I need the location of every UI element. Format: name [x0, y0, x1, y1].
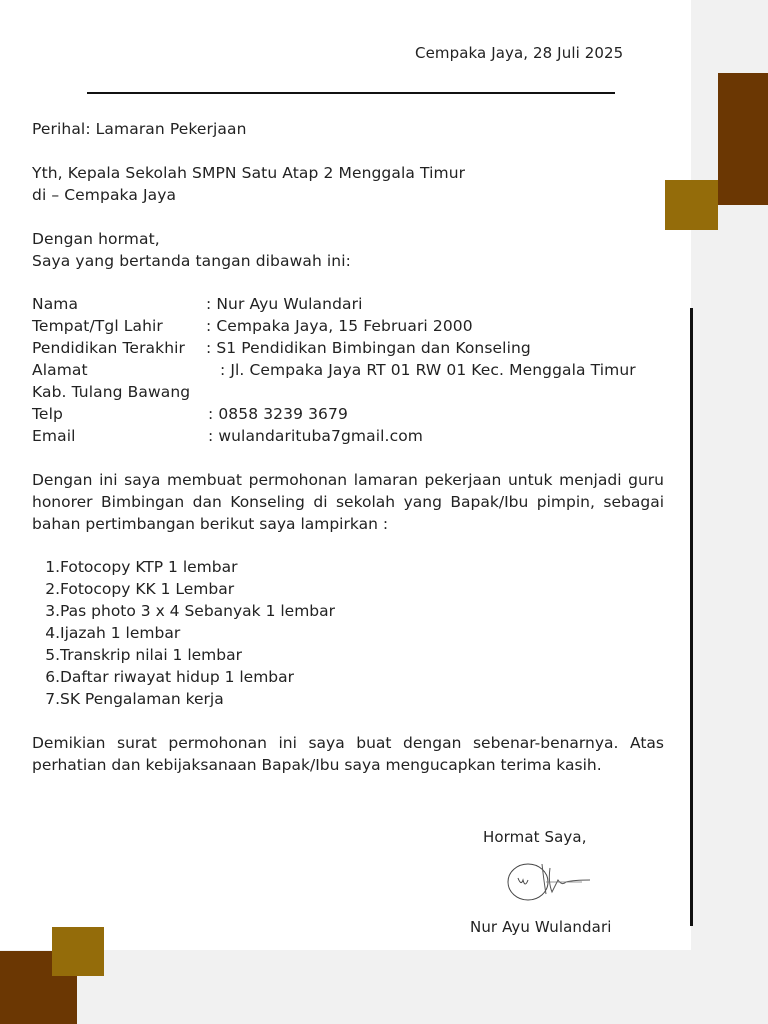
attachment-list	[32, 556, 335, 710]
attachment-text: Ijazah 1 lembar	[60, 624, 181, 642]
decor-square-top-right-small	[665, 180, 718, 230]
field-label-name: Nama	[32, 295, 79, 313]
recipient-line-2: di – Cempaka Jaya	[32, 186, 177, 204]
field-address-continuation: Kab. Tulang Bawang	[32, 383, 191, 401]
attachment-text: Pas photo 3 x 4 Sebanyak 1 lembar	[60, 602, 336, 620]
attachment-item	[32, 578, 335, 600]
field-value-phone: : 0858 3239 3679	[208, 405, 348, 423]
attachment-item	[32, 688, 335, 710]
field-label-email: Email	[32, 427, 76, 445]
field-label-phone: Telp	[32, 405, 63, 423]
attachment-item	[32, 556, 335, 578]
attachment-item	[32, 666, 335, 688]
side-divider	[690, 308, 693, 926]
attachment-text: SK Pengalaman kerja	[60, 690, 224, 708]
subject-line: Perihal: Lamaran Pekerjaan	[32, 120, 247, 138]
place-date: Cempaka Jaya, 28 Juli 2025	[415, 44, 624, 62]
attachment-item	[32, 644, 335, 666]
attachment-number: 7.	[45, 690, 60, 708]
signer-name: Nur Ayu Wulandari	[470, 918, 612, 936]
attachment-number: 4.	[45, 624, 60, 642]
field-value-education: : S1 Pendidikan Bimbingan dan Konseling	[206, 339, 531, 357]
decor-square-bottom-left-small	[52, 927, 104, 976]
body-paragraph: Dengan ini saya membuat permohonan lamaran pekerjaan untuk menjadi guru honorer Bimbingan dan Konseling di sekolah yang Bapak/Ibu pimpin, sebagai bahan pertimbangan berikut saya lampirkan :	[32, 471, 664, 533]
signature-image	[490, 852, 600, 912]
attachment-text: Fotocopy KK 1 Lembar	[60, 580, 235, 598]
field-value-email: : wulandarituba7gmail.com	[208, 427, 423, 445]
closing-paragraph: Demikian surat permohonan ini saya buat dengan sebenar-benarnya. Atas perhatian dan kebijaksanaan Bapak/Ibu saya mengucapkan terima kasih.	[32, 734, 664, 774]
attachment-number: 2.	[45, 580, 60, 598]
attachment-item	[32, 600, 335, 622]
greeting: Dengan hormat,	[32, 230, 160, 248]
attachment-number: 5.	[45, 646, 60, 664]
field-label-birth: Tempat/Tgl Lahir	[32, 317, 163, 335]
field-label-address: Alamat	[32, 361, 88, 379]
attachment-text: Fotocopy KTP 1 lembar	[60, 558, 238, 576]
attachment-item	[32, 622, 335, 644]
field-value-address: : Jl. Cempaka Jaya RT 01 RW 01 Kec. Menggala Timur	[220, 361, 636, 379]
attachment-number: 1.	[45, 558, 60, 576]
field-value-birth: : Cempaka Jaya, 15 Februari 2000	[206, 317, 473, 335]
intro-line: Saya yang bertanda tangan dibawah ini:	[32, 252, 351, 270]
regards-text: Hormat Saya,	[483, 828, 587, 846]
field-value-name: : Nur Ayu Wulandari	[206, 295, 363, 313]
recipient-line-1: Yth, Kepala Sekolah SMPN Satu Atap 2 Menggala Timur	[32, 164, 466, 182]
attachment-text: Transkrip nilai 1 lembar	[60, 646, 242, 664]
header-divider	[87, 92, 615, 94]
attachment-text: Daftar riwayat hidup 1 lembar	[60, 668, 295, 686]
decor-square-top-right	[718, 73, 768, 205]
field-label-education: Pendidikan Terakhir	[32, 339, 186, 357]
attachment-number: 3.	[45, 602, 60, 620]
attachment-number: 6.	[45, 668, 60, 686]
